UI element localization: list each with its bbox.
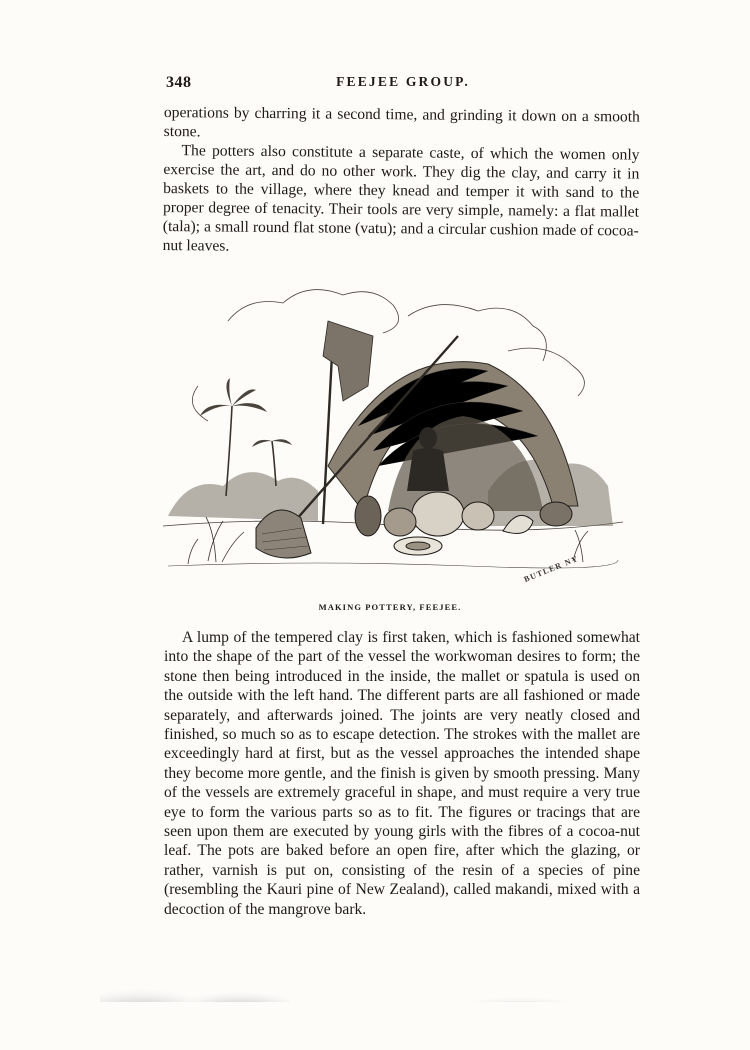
paragraph: The potters also constitute a separate caste, of which the women only exercise the art, and do no other work. They dig the clay, and carry it in baskets to the village, where they knead and temper it with sand to the proper degree of tenacity. Their tools are very simple, namely: a flat mallet (tala); a small round flat stone (vatu); and a circular cushion made of cocoa-nut leaves. <box>162 142 640 255</box>
scan-shadow <box>100 972 660 1002</box>
running-head: FEEJEE GROUP. <box>336 74 470 89</box>
engraver-signature: BUTLER NY <box>522 553 580 584</box>
top-text-block <box>163 103 640 260</box>
illustration-caption: MAKING POTTERY, FEEJEE. <box>318 602 462 612</box>
engraving-making-pottery <box>158 276 628 596</box>
bottom-text-block <box>164 628 640 919</box>
paragraph: A lump of the tempered clay is first taken, which is fashioned somewhat into the shape of the part of the vessel the workwoman desires to form; the stone then being introduced in the inside, the mallet or spatula is used on the outside with the left hand. The different parts are all fashioned or made separately, and afterwards joined. The joints are very neatly closed and finished, so much so as to escape detection. The strokes with the mallet are exceedingly hard at first, but as the vessel approaches the intended shape they become more gentle, and the finish is given by smooth pressing. Many of the vessels are extremely graceful in shape, and must require a very true eye to form the various parts so as to fit. The figures or tracings that are seen upon them are executed by young girls with the fibres of a cocoa-nut leaf. The pots are baked before an open fire, after which the glazing, or rather, varnish is put on, consisting of the resin of a species of pine (resembling the Kauri pine of New Zealand), called makandi, mixed with a decoction of the mangrove bark. <box>164 629 640 918</box>
paragraph: operations by charring it a second time, and grinding it down on a smooth stone. <box>163 103 640 141</box>
page-header <box>166 74 640 96</box>
engraving-image <box>158 276 628 596</box>
page-number: 348 <box>166 74 192 91</box>
